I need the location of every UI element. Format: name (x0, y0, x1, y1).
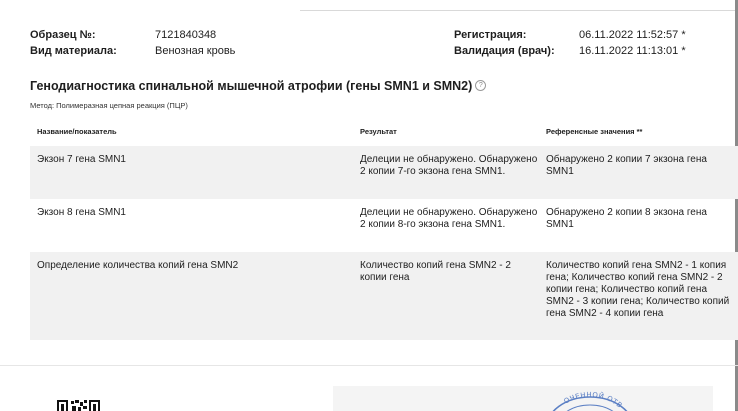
section-title (30, 79, 486, 93)
method-note: Метод: Полимеразная цепная реакция (ПЦР) (30, 101, 188, 110)
table-row (30, 199, 738, 252)
date-info (454, 27, 686, 59)
help-icon[interactable]: ? (475, 80, 486, 91)
material-row (30, 43, 235, 59)
sample-number-row (30, 27, 235, 43)
row-result: Делеции не обнаружено. Обнаружено 2 копии 8-го экзона гена SMN1. (360, 207, 538, 230)
row-reference: Обнаружено 2 копии 7 экзона гена SMN1 (546, 154, 707, 177)
svg-text:ОЧЕННОЙ ОТВ (563, 391, 624, 410)
row-name: Определение количества копий гена SMN2 (37, 260, 239, 271)
validation-label: Валидация (врач): (454, 45, 555, 57)
validation-row (454, 43, 686, 59)
material-label: Вид материала: (30, 45, 117, 57)
registration-label: Регистрация: (454, 29, 527, 41)
sample-number-value: 7121840348 (155, 29, 217, 41)
registration-row (454, 27, 686, 43)
sample-info (30, 27, 235, 59)
column-header-name: Название/показатель (37, 127, 117, 136)
row-name: Экзон 8 гена SMN1 (37, 207, 126, 218)
sample-number-label: Образец №: (30, 29, 96, 41)
column-header-result: Результат (360, 127, 397, 136)
row-result: Делеции не обнаружено. Обнаружено 2 копии 7-го экзона гена SMN1. (360, 154, 538, 177)
stamp-text: ОЧЕННОЙ ОТВ (562, 391, 624, 410)
table-row (30, 146, 738, 199)
top-border-line (300, 0, 738, 11)
footer-divider (0, 365, 738, 366)
qr-code-icon (57, 400, 139, 411)
material-value: Венозная кровь (155, 45, 236, 57)
signature-area (333, 386, 713, 411)
column-header-reference: Референсные значения ** (546, 127, 643, 136)
row-name: Экзон 7 гена SMN1 (37, 154, 126, 165)
table-row (30, 252, 738, 340)
validation-value: 16.11.2022 11:13:01 * (579, 45, 686, 57)
section-title-text: Генодиагностика спинальной мышечной атрофии (гены SMN1 и SMN2) (30, 79, 473, 93)
row-reference: Количество копий гена SMN2 - 1 копия гена; Количество копий гена SMN2 - 2 копии гена; Количество копий гена SMN2 - 3 копии гена; Количество копий гена SMN2 - 4 копии гена (546, 260, 730, 319)
registration-value: 06.11.2022 11:52:57 * (579, 29, 686, 41)
row-result: Количество копий гена SMN2 - 2 копии гена (360, 260, 511, 283)
row-reference: Обнаружено 2 копии 8 экзона гена SMN1 (546, 207, 707, 230)
stamp-seal-icon (542, 391, 638, 411)
